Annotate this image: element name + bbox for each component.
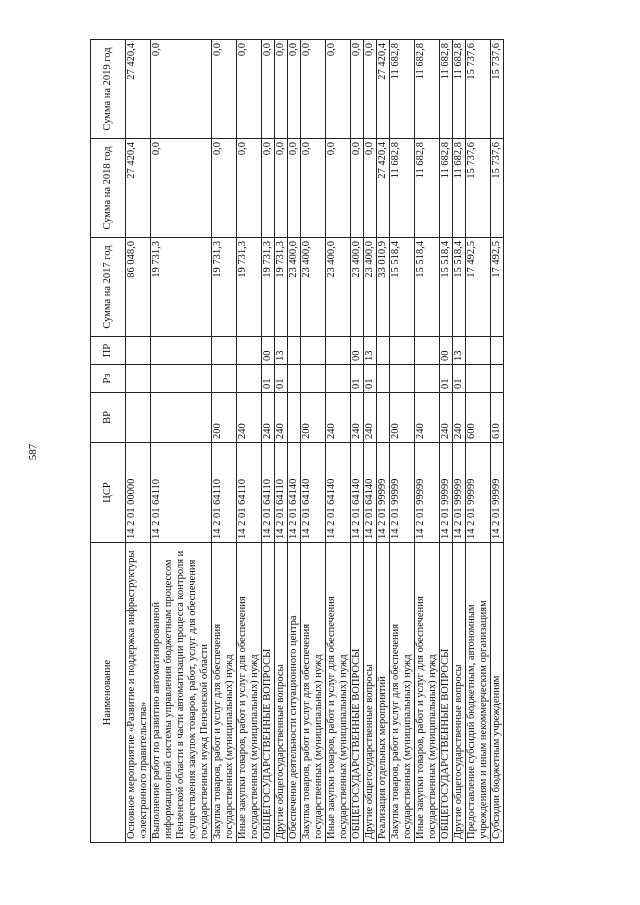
cell-vr: 200: [212, 393, 237, 443]
table-header-row: [91, 40, 126, 843]
cell-csr: 14 2 01 99999: [453, 443, 466, 543]
cell-rz: 01: [440, 365, 453, 393]
cell-name: Закупка товаров, работ и услуг для обеспечения государственных (муниципальных) нужд: [301, 543, 326, 843]
table-row: [212, 40, 237, 843]
cell-sum-2018: 15 737,6: [466, 139, 491, 238]
cell-name: Иные закупки товаров, работ и услуг для обеспечения государственных (муниципальных) нужд: [237, 543, 262, 843]
cell-sum-2017: 17 492,5: [491, 238, 504, 337]
cell-sum-2019: 11 682,8: [440, 40, 453, 139]
cell-name: Другие общегосударственные вопросы: [275, 543, 288, 843]
cell-vr: 240: [415, 393, 440, 443]
cell-sum-2019: 0,0: [364, 40, 377, 139]
cell-sum-2017: 19 731,3: [151, 238, 212, 337]
cell-rz: [326, 365, 351, 393]
cell-vr: 240: [364, 393, 377, 443]
cell-csr: 14 2 01 64140: [326, 443, 351, 543]
cell-name: Субсидии бюджетным учреждениям: [491, 543, 504, 843]
rotated-page-content: [90, 40, 550, 843]
cell-sum-2018: 0,0: [151, 139, 212, 238]
cell-sum-2017: 15 518,4: [440, 238, 453, 337]
cell-pr: [415, 337, 440, 365]
cell-sum-2017: 23 400,0: [364, 238, 377, 337]
cell-sum-2018: 11 682,8: [415, 139, 440, 238]
cell-csr: 14 2 01 64140: [364, 443, 377, 543]
cell-sum-2018: 11 682,8: [453, 139, 466, 238]
cell-sum-2017: 15 518,4: [453, 238, 466, 337]
cell-csr: 14 2 01 99999: [466, 443, 491, 543]
cell-vr: 240: [262, 393, 275, 443]
cell-pr: [466, 337, 491, 365]
cell-csr: 14 2 01 64110: [237, 443, 262, 543]
table-row: [415, 40, 440, 843]
cell-sum-2019: 27 420,4: [126, 40, 151, 139]
cell-sum-2019: 11 682,8: [390, 40, 415, 139]
cell-rz: [390, 365, 415, 393]
cell-vr: 610: [491, 393, 504, 443]
cell-pr: 13: [364, 337, 377, 365]
cell-csr: 14 2 01 64140: [301, 443, 326, 543]
cell-name: ОБЩЕГОСУДАРСТВЕННЫЕ ВОПРОСЫ: [440, 543, 453, 843]
cell-name: Обеспечение деятельности ситуационного центра: [288, 543, 301, 843]
cell-csr: 14 2 01 99999: [440, 443, 453, 543]
cell-name: Основное мероприятие «Развитие и поддержка инфраструктуры «электронного правительства»: [126, 543, 151, 843]
cell-sum-2018: 11 682,8: [440, 139, 453, 238]
cell-sum-2019: 0,0: [288, 40, 301, 139]
cell-sum-2017: 86 048,0: [126, 238, 151, 337]
cell-name: Закупка товаров, работ и услуг для обеспечения государственных (муниципальных) нужд: [390, 543, 415, 843]
table-row: [288, 40, 301, 843]
cell-rz: [126, 365, 151, 393]
header-2018: Сумма на 2018 год: [91, 139, 126, 238]
cell-rz: 01: [351, 365, 364, 393]
table-row: [390, 40, 415, 843]
cell-vr: 240: [440, 393, 453, 443]
page-number: 587: [27, 443, 39, 461]
header-pr: ПР: [91, 337, 126, 365]
table-row: [237, 40, 262, 843]
cell-csr: 14 2 01 64140: [288, 443, 301, 543]
cell-name: ОБЩЕГОСУДАРСТВЕННЫЕ ВОПРОСЫ: [351, 543, 364, 843]
cell-sum-2017: 15 518,4: [415, 238, 440, 337]
cell-vr: 200: [390, 393, 415, 443]
table-row: [351, 40, 364, 843]
cell-pr: [390, 337, 415, 365]
cell-sum-2017: 17 492,5: [466, 238, 491, 337]
cell-pr: [491, 337, 504, 365]
cell-sum-2018: 0,0: [364, 139, 377, 238]
table-row: [151, 40, 212, 843]
cell-sum-2018: 27 420,4: [126, 139, 151, 238]
cell-sum-2019: 0,0: [151, 40, 212, 139]
cell-rz: 01: [275, 365, 288, 393]
cell-sum-2017: 19 731,3: [262, 238, 275, 337]
cell-csr: 14 2 01 64110: [151, 443, 212, 543]
cell-csr: 14 2 01 99999: [415, 443, 440, 543]
cell-pr: [126, 337, 151, 365]
table-row: [262, 40, 275, 843]
cell-vr: [151, 393, 212, 443]
table-row: [275, 40, 288, 843]
cell-vr: 240: [237, 393, 262, 443]
cell-sum-2019: 27 420,4: [377, 40, 390, 139]
table-row: [301, 40, 326, 843]
cell-sum-2018: 0,0: [212, 139, 237, 238]
cell-name: Иные закупки товаров, работ и услуг для обеспечения государственных (муниципальных) нужд: [326, 543, 351, 843]
table-row: [326, 40, 351, 843]
cell-sum-2017: 15 518,4: [390, 238, 415, 337]
cell-csr: 14 2 01 64110: [275, 443, 288, 543]
cell-sum-2019: 0,0: [212, 40, 237, 139]
cell-pr: 00: [440, 337, 453, 365]
cell-vr: 240: [275, 393, 288, 443]
cell-csr: 14 2 01 99999: [377, 443, 390, 543]
header-2019: Сумма на 2019 год: [91, 40, 126, 139]
cell-sum-2019: 15 737,6: [491, 40, 504, 139]
cell-sum-2017: 19 731,3: [212, 238, 237, 337]
cell-csr: 14 2 01 00000: [126, 443, 151, 543]
cell-vr: 200: [301, 393, 326, 443]
cell-rz: [237, 365, 262, 393]
cell-rz: [301, 365, 326, 393]
header-2017: Сумма на 2017 год: [91, 238, 126, 337]
cell-sum-2019: 0,0: [237, 40, 262, 139]
cell-sum-2018: 27 420,4: [377, 139, 390, 238]
cell-name: Другие общегосударственные вопросы: [364, 543, 377, 843]
cell-vr: [288, 393, 301, 443]
cell-vr: 240: [453, 393, 466, 443]
header-csr: ЦСР: [91, 443, 126, 543]
cell-sum-2018: 0,0: [288, 139, 301, 238]
cell-rz: 01: [453, 365, 466, 393]
cell-pr: [237, 337, 262, 365]
table-body: [126, 40, 504, 843]
cell-rz: 01: [364, 365, 377, 393]
cell-name: ОБЩЕГОСУДАРСТВЕННЫЕ ВОПРОСЫ: [262, 543, 275, 843]
table-row: [364, 40, 377, 843]
cell-sum-2019: 0,0: [301, 40, 326, 139]
cell-pr: [288, 337, 301, 365]
cell-name: Реализация отдельных мероприятий: [377, 543, 390, 843]
cell-rz: [288, 365, 301, 393]
header-rz: Рз: [91, 365, 126, 393]
cell-rz: [212, 365, 237, 393]
cell-pr: [326, 337, 351, 365]
cell-rz: [491, 365, 504, 393]
cell-sum-2018: 0,0: [326, 139, 351, 238]
cell-vr: 600: [466, 393, 491, 443]
cell-sum-2017: 33 010,9: [377, 238, 390, 337]
cell-pr: 13: [453, 337, 466, 365]
header-vr: ВР: [91, 393, 126, 443]
cell-rz: [415, 365, 440, 393]
cell-sum-2017: 23 400,0: [326, 238, 351, 337]
cell-csr: 14 2 01 64110: [212, 443, 237, 543]
table-row: [491, 40, 504, 843]
cell-rz: 01: [262, 365, 275, 393]
table-row: [377, 40, 390, 843]
cell-pr: [151, 337, 212, 365]
cell-sum-2018: 0,0: [275, 139, 288, 238]
cell-rz: [151, 365, 212, 393]
cell-csr: 14 2 01 99999: [390, 443, 415, 543]
cell-sum-2017: 23 400,0: [301, 238, 326, 337]
budget-table: [90, 39, 504, 843]
cell-sum-2018: 0,0: [351, 139, 364, 238]
cell-csr: 14 2 01 64110: [262, 443, 275, 543]
cell-name: Другие общегосударственные вопросы: [453, 543, 466, 843]
cell-name: Предоставление субсидий бюджетным, автономным учреждениям и иным некоммерческим организациям: [466, 543, 491, 843]
table-row: [126, 40, 151, 843]
cell-sum-2018: 0,0: [237, 139, 262, 238]
cell-vr: 240: [326, 393, 351, 443]
cell-rz: [466, 365, 491, 393]
cell-name: Выполнение работ по развитию автоматизированной информационной системы управления бюджетным процессом Пензенской области в части автоматизации процесса контроля и осуществления закупок товаров, работ, услуг для обеспечения государственных нужд Пензенской области: [151, 543, 212, 843]
cell-pr: 00: [262, 337, 275, 365]
cell-vr: [126, 393, 151, 443]
cell-csr: 14 2 01 64140: [351, 443, 364, 543]
cell-pr: [212, 337, 237, 365]
cell-sum-2019: 0,0: [351, 40, 364, 139]
table-row: [453, 40, 466, 843]
cell-csr: 14 2 01 99999: [491, 443, 504, 543]
cell-sum-2017: 19 731,3: [237, 238, 262, 337]
cell-vr: 240: [351, 393, 364, 443]
cell-sum-2017: 23 400,0: [288, 238, 301, 337]
cell-sum-2018: 0,0: [301, 139, 326, 238]
cell-pr: [301, 337, 326, 365]
table-row: [440, 40, 453, 843]
cell-sum-2019: 11 682,8: [415, 40, 440, 139]
cell-sum-2019: 11 682,8: [453, 40, 466, 139]
cell-vr: [377, 393, 390, 443]
cell-sum-2019: 0,0: [275, 40, 288, 139]
cell-pr: [377, 337, 390, 365]
cell-pr: 13: [275, 337, 288, 365]
cell-sum-2017: 19 731,3: [275, 238, 288, 337]
cell-sum-2019: 15 737,6: [466, 40, 491, 139]
cell-sum-2018: 15 737,6: [491, 139, 504, 238]
cell-name: Иные закупки товаров, работ и услуг для обеспечения государственных (муниципальных) нужд: [415, 543, 440, 843]
table-row: [466, 40, 491, 843]
cell-pr: 00: [351, 337, 364, 365]
cell-sum-2019: 0,0: [262, 40, 275, 139]
cell-sum-2019: 0,0: [326, 40, 351, 139]
cell-rz: [377, 365, 390, 393]
cell-sum-2018: 11 682,8: [390, 139, 415, 238]
cell-name: Закупка товаров, работ и услуг для обеспечения государственных (муниципальных) нужд: [212, 543, 237, 843]
cell-sum-2017: 23 400,0: [351, 238, 364, 337]
header-name: Наименование: [91, 543, 126, 843]
cell-sum-2018: 0,0: [262, 139, 275, 238]
